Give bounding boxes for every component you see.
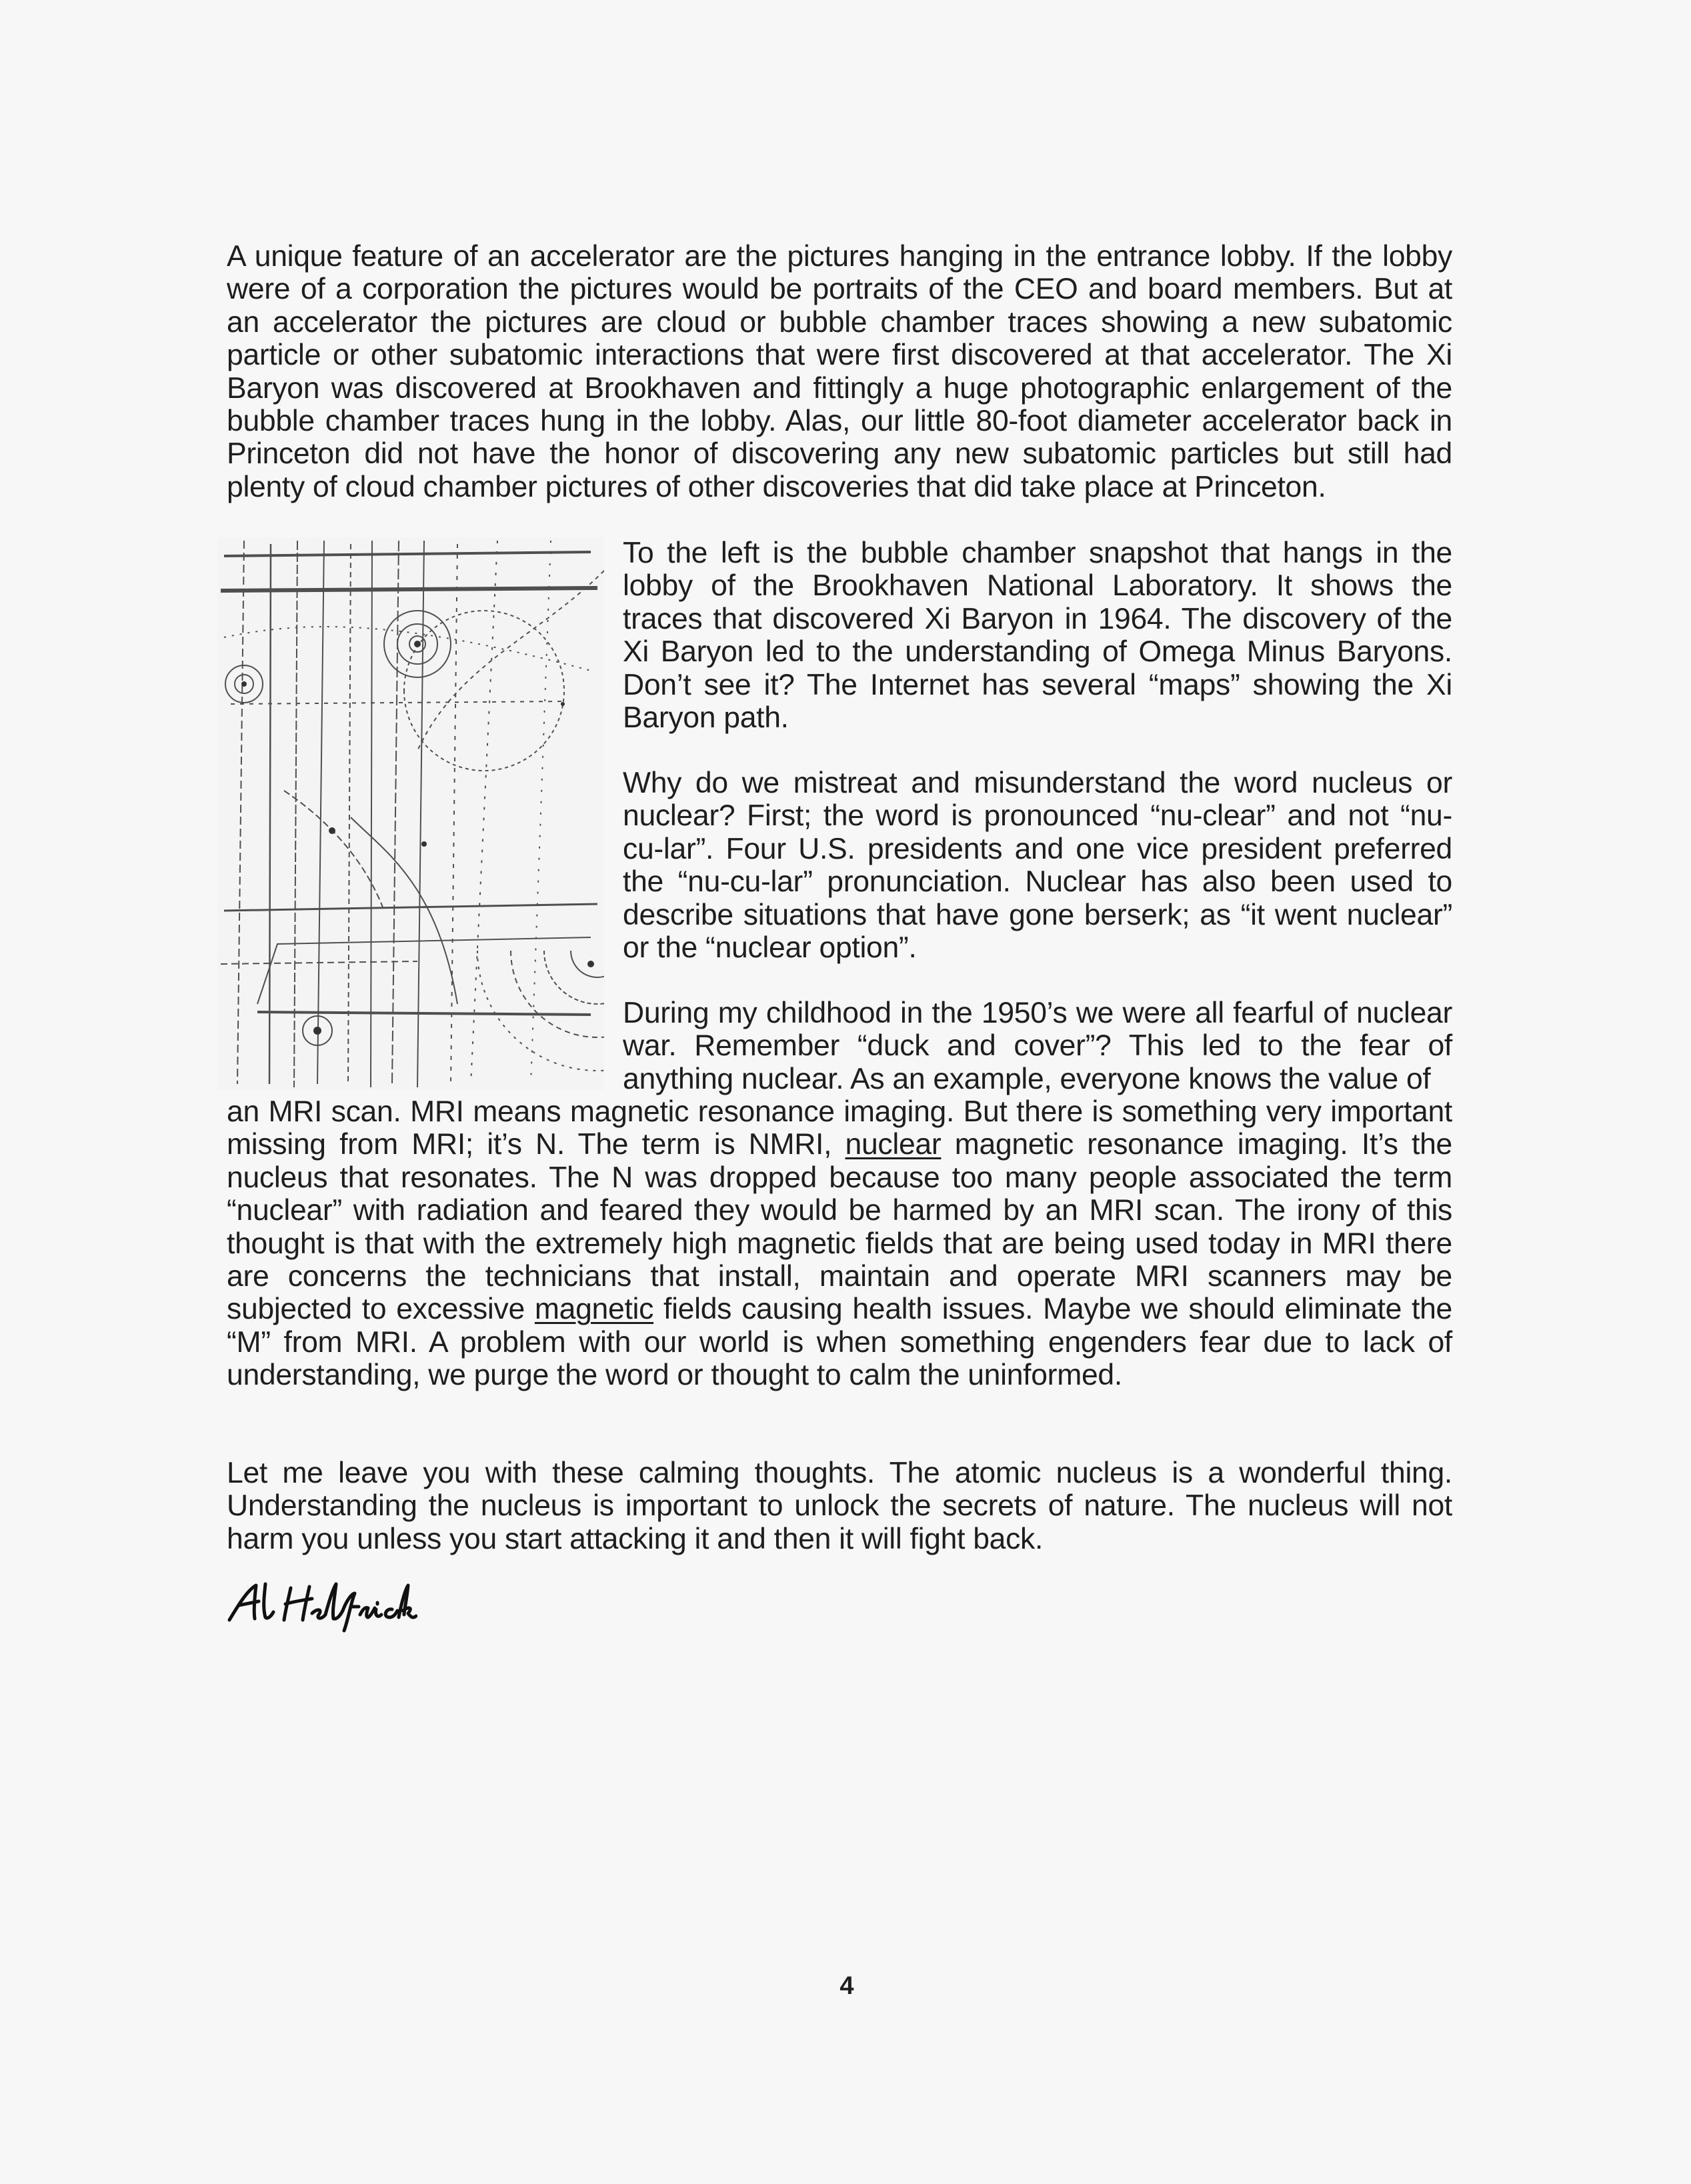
- mri-text-1: an MRI scan. MRI means magnetic resonance imaging. But there is something very important missing from MRI; it’s N. The term is NMRI,: [227, 1095, 1452, 1161]
- underlined-magnetic: magnetic: [534, 1293, 654, 1326]
- nuclear-word-paragraph: Why do we mistreat and misunderstand the word nucleus or nuclear? First; the word is pronounced “nu-clear” and not “nu-cu-lar”. Four U.S. presidents and one vice president preferred the “nu-cu-lar” pronunciation. Nuclear has also been used to describe situations that have gone berserk; as “it went nuclear” or the “nuclear option”.: [623, 767, 1452, 965]
- bubble-chamber-photo: [217, 537, 604, 1091]
- intro-paragraph: A unique feature of an accelerator are the pictures hanging in the entrance lobby. If the lobby were of a corporation the pictures would be portraits of the CEO and board members. But at an accelerator the pictures are cloud or bubble chamber traces showing a new subatomic particle or other subatomic interactions that were first discovered at that accelerator. The Xi Baryon was discovered at Brookhaven and fittingly a huge photographic enlargement of the bubble chamber traces hung in the lobby. Alas, our little 80-foot diameter accelerator back in Princeton did not have the honor of discovering any new subatomic particles but still had plenty of cloud chamber pictures of other discoveries that did take place at Princeton.: [227, 240, 1452, 503]
- mri-paragraph: [227, 1095, 1452, 1392]
- figure-caption-paragraph: To the left is the bubble chamber snapshot that hangs in the lobby of the Brookhaven National Laboratory. It shows the traces that discovered Xi Baryon in 1964. The discovery of the Xi Baryon led to the understanding of Omega Minus Baryons. Don’t see it? The Internet has several “maps” showing the Xi Baryon path.: [623, 537, 1452, 735]
- childhood-paragraph-start: During my childhood in the 1950’s we were all fearful of nuclear war. Remember “duck and cover”? This led to the fear of anything nuclear. As an example, everyone knows the value of: [623, 997, 1452, 1095]
- underlined-nuclear: nuclear: [845, 1128, 942, 1161]
- mri-text-2: magnetic resonance imaging. It’s the nucleus that resonates. The N was dropped because too many people associated the term “nuclear” with radiation and feared they would be harmed by an MRI scan. The irony of this thought is that with the extremely high magnetic fields that are being used today in MRI there are concerns the technicians that install, maintain and operate MRI scanners may be subjected to excessive: [227, 1128, 1453, 1326]
- mri-text-3: fields causing health issues. Maybe we should eliminate the “M” from MRI. A problem with our world is when something engenders fear due to lack of understanding, we purge the word or thought to calm the uninformed.: [227, 1293, 1452, 1392]
- handwritten-signature: [224, 1573, 417, 1633]
- page-number: 4: [839, 1972, 854, 2000]
- closing-paragraph: Let me leave you with these calming thoughts. The atomic nucleus is a wonderful thing. Understanding the nucleus is important to unlock the secrets of nature. The nucleus will not harm you unless you start attacking it and then it will fight back.: [227, 1457, 1452, 1555]
